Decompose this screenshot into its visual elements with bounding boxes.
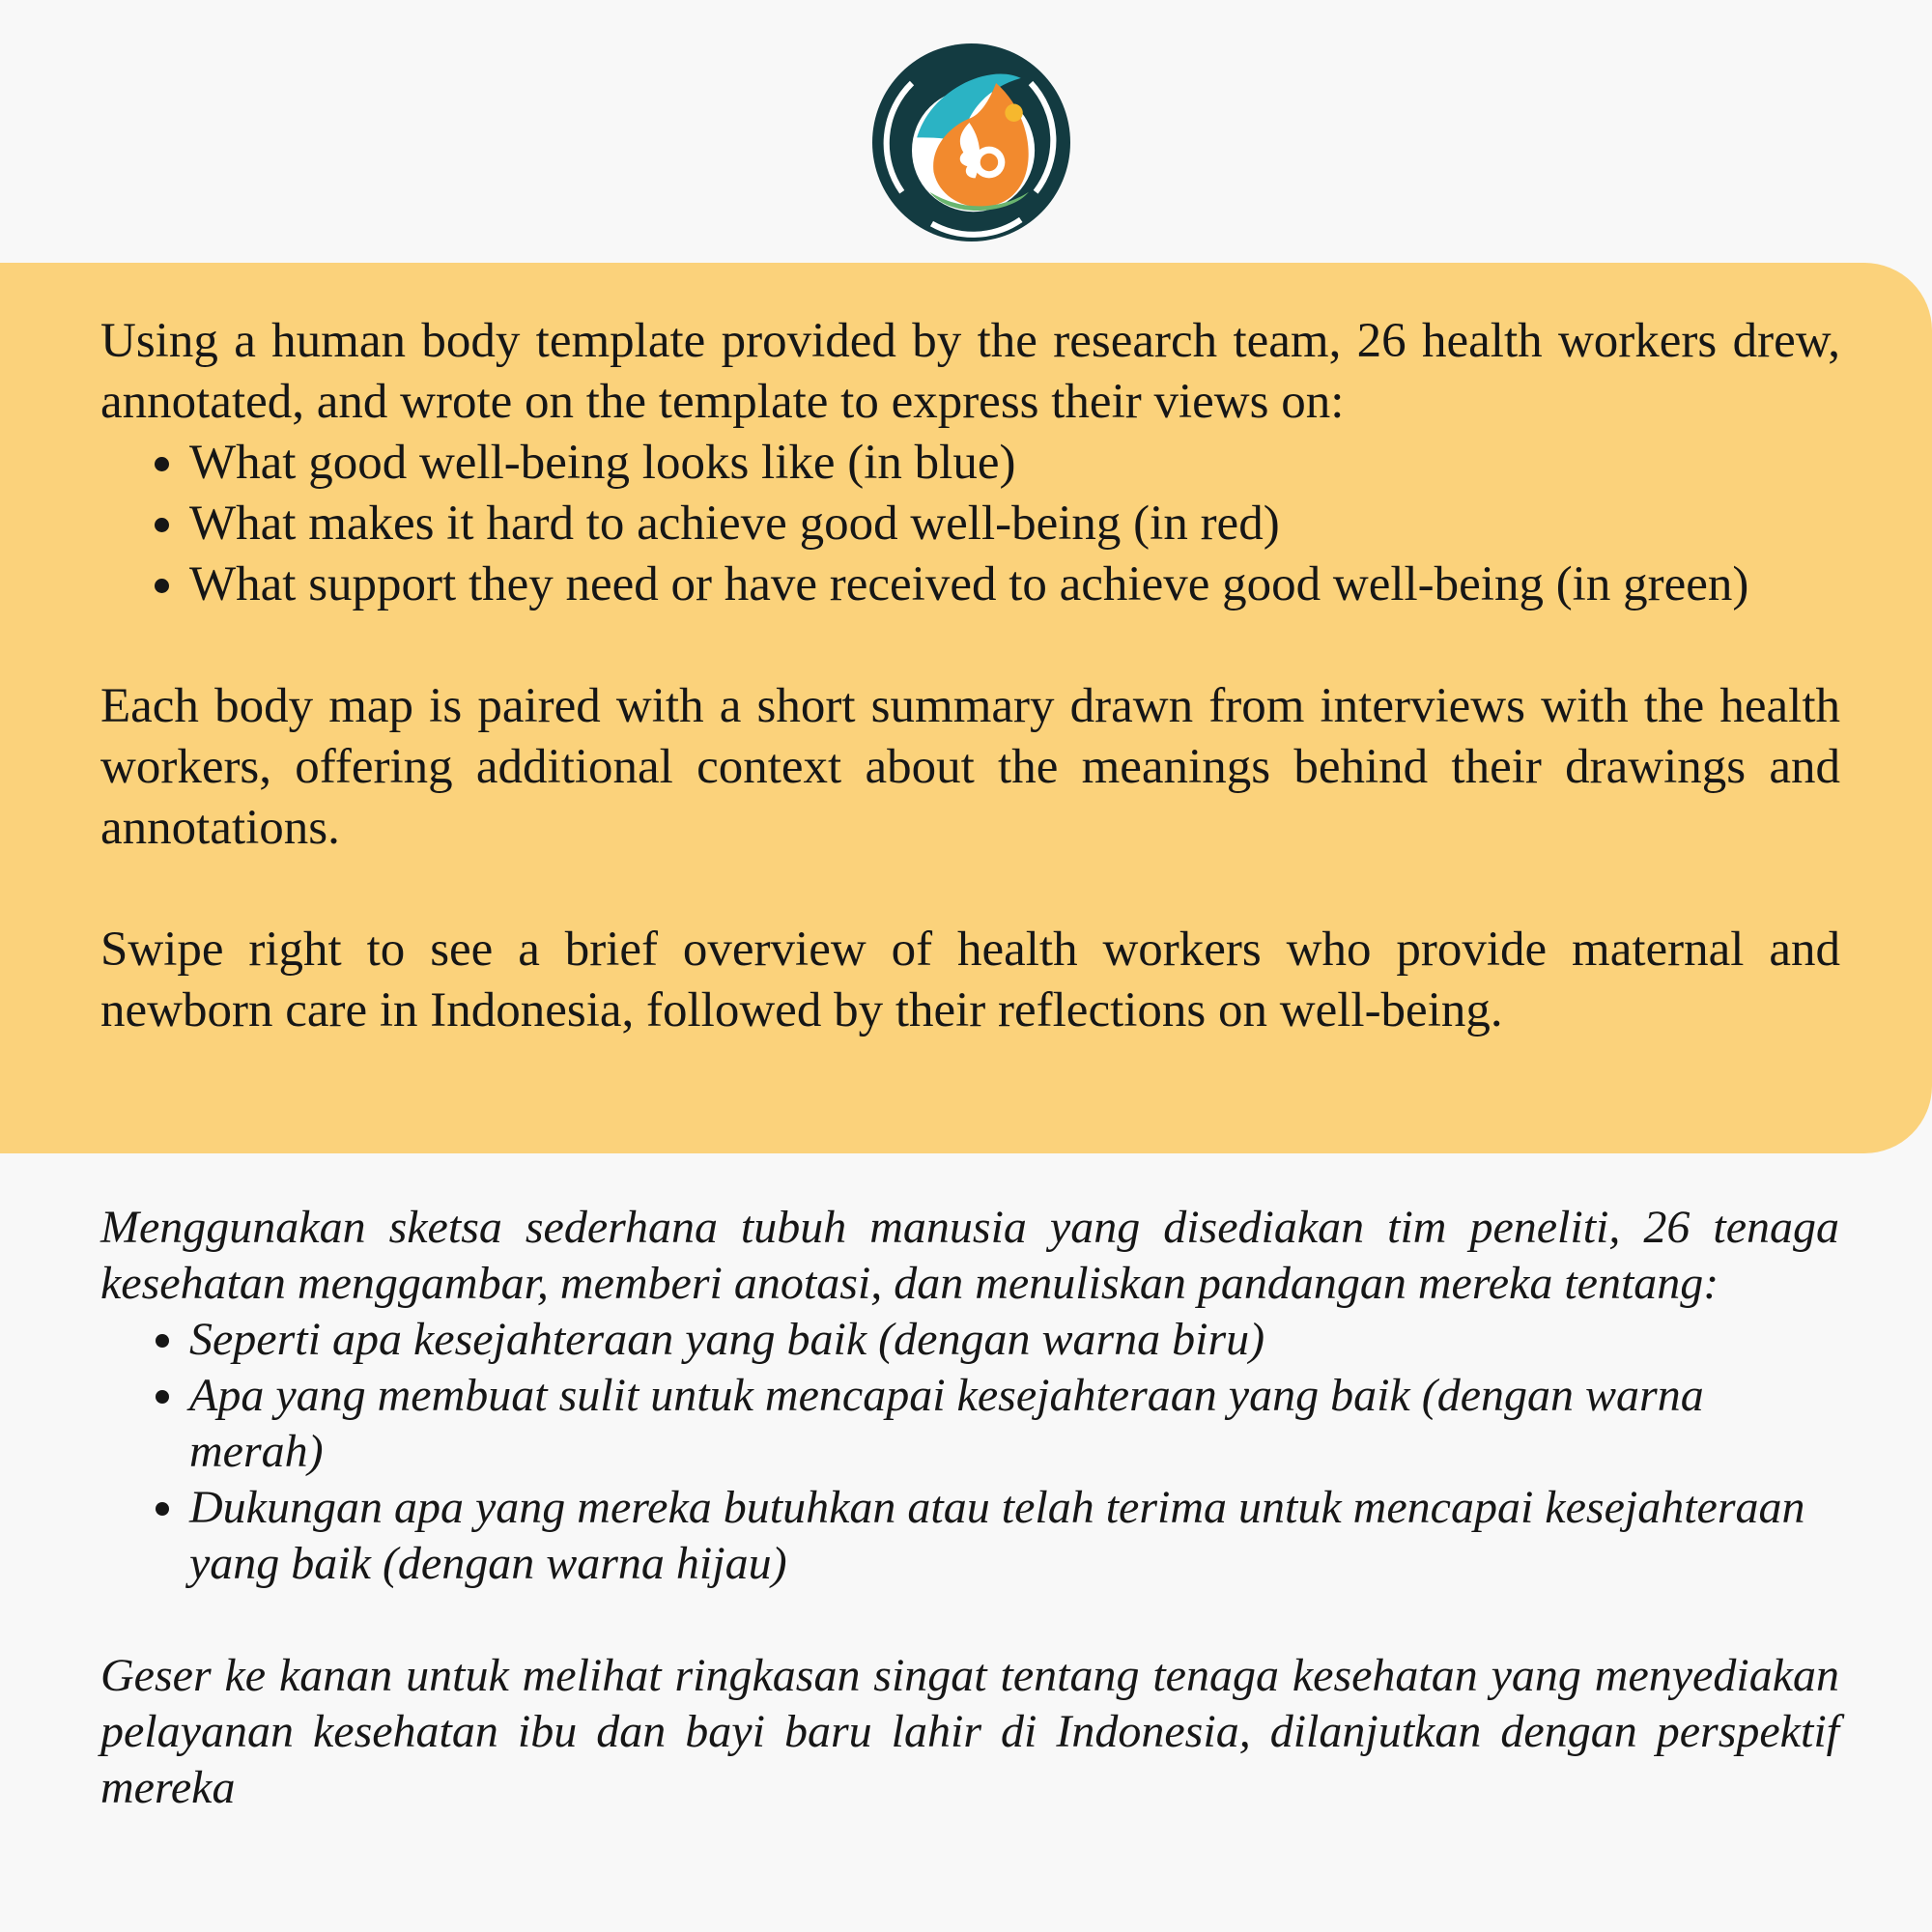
indonesian-paragraph-swipe: Geser ke kanan untuk melihat ringkasan singat tentang tenaga kesehatan yang menyediakan pelayanan kesehatan ibu dan bayi baru lahir di Indonesia, dilanjutkan dengan perspektif mereka (100, 1650, 1839, 1813)
english-bullet-red: • What makes it hard to achieve good well-being (in red) (189, 494, 1840, 554)
english-bullet-blue: • What good well-being looks like (in blue) (189, 433, 1840, 494)
indonesian-text (100, 1200, 1839, 1816)
english-paragraph-swipe: Swipe right to see a brief overview of health workers who provide maternal and newborn care in Indonesia, followed by their reflections on well-being. (100, 923, 1840, 1037)
english-intro: Using a human body template provided by the research team, 26 health workers drew, annotated, and wrote on the template to express their views on: (100, 314, 1840, 429)
english-text (100, 311, 1840, 1041)
indonesian-bullet-green: • Dukungan apa yang mereka butuhkan atau telah terima untuk mencapai kesejahteraan yang baik (dengan warna hijau) (189, 1480, 1839, 1592)
english-paragraph-summary: Each body map is paired with a short summary drawn from interviews with the health workers, offering additional context about the meanings behind their drawings and annotations. (100, 679, 1840, 855)
mother-and-baby-logo-icon (872, 43, 1070, 242)
english-panel (0, 263, 1932, 1153)
english-bullet-green: • What support they need or have received to achieve good well-being (in green) (189, 554, 1840, 615)
indonesian-bullet-list (100, 1312, 1839, 1592)
logo (872, 43, 1070, 242)
indonesian-bullet-red: • Apa yang membuat sulit untuk mencapai kesejahteraan yang baik (dengan warna merah) (189, 1368, 1839, 1480)
indonesian-section (100, 1200, 1839, 1816)
indonesian-intro: Menggunakan sketsa sederhana tubuh manusia yang disediakan tim peneliti, 26 tenaga kesehatan menggambar, memberi anotasi, dan menuliskan pandangan mereka tentang: (100, 1202, 1839, 1309)
indonesian-bullet-blue: • Seperti apa kesejahteraan yang baik (dengan warna biru) (189, 1312, 1839, 1368)
english-bullet-list (100, 433, 1840, 615)
